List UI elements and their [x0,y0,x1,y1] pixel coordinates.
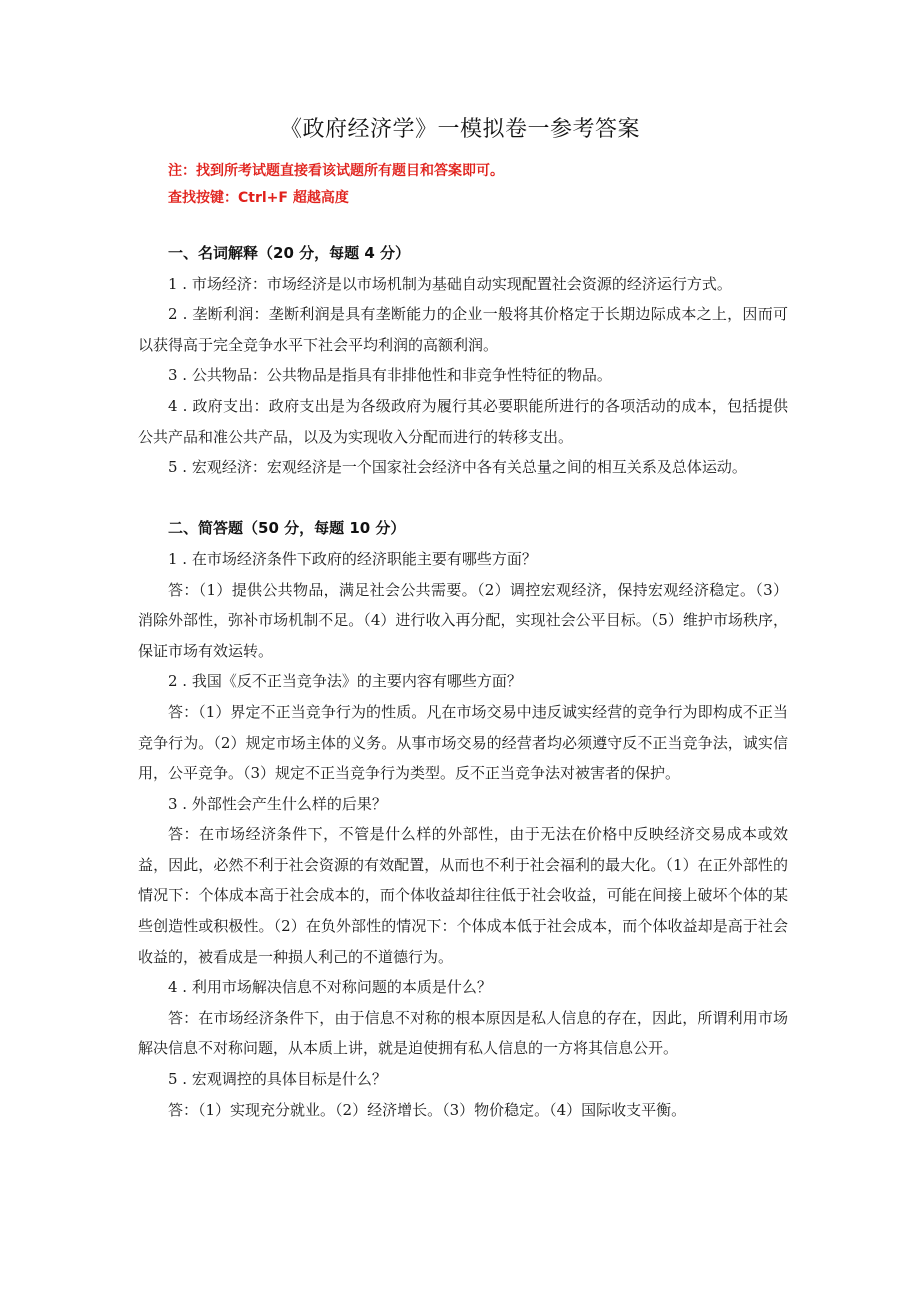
document-body [138,238,788,1125]
answer: 答：（1）实现充分就业。（2）经济增长。（3）物价稳定。（4）国际收支平衡。 [168,1100,687,1119]
section-heading: 二、简答题（50 分，每题 10 分） [168,519,406,538]
page-title: 《政府经济学》一模拟卷一参考答案 [279,117,640,142]
term-definition: 4 . 政府支出：政府支出是为各级政府为履行其必要职能所进行的各项活动的成本，包括提供公共产品和准公共产品，以及为实现收入分配而进行的转移支出。 [138,396,788,446]
question: 2 . 我国《反不正当竞争法》的主要内容有哪些方面？ [168,672,522,691]
term-definition: 2 . 垄断利润：垄断利润是具有垄断能力的企业一般将其价格定于长期边际成本之上，因而可以获得高于完全竞争水平下社会平均利润的高额利润。 [138,305,788,354]
answer: 答：（1）提供公共物品，满足社会公共需要。（2）调控宏观经济，保持宏观经济稳定。（3）消除外部性，弥补市场机制不足。（4）进行收入再分配，实现社会公平目标。（5）维护市场秩序，保证市场有效运转。 [138,580,788,660]
section-spacer [138,483,788,514]
section-heading: 一、名词解释（20 分，每题 4 分） [168,244,410,262]
question: 3 . 外部性会产生什么样的后果？ [168,794,387,813]
section-short-answers [138,513,788,1125]
question: 1 . 在市场经济条件下政府的经济职能主要有哪些方面？ [168,549,537,568]
answer: 答：（1）界定不正当竞争行为的性质。凡在市场交易中违反诚实经营的竞争行为即构成不正当竞争行为。（2）规定市场主体的义务。从事市场交易的经营者均必须遵守反不正当竞争法，诚实信用，公平竞争。（3）规定不正当竞争行为类型。反不正当竞争法对被害者的保护。 [138,702,788,783]
section-term-definitions [138,238,788,483]
question: 4 . 利用市场解决信息不对称问题的本质是什么？ [168,978,492,997]
question: 5 . 宏观调控的具体目标是什么？ [168,1070,387,1089]
search-note: 注：找到所考试题直接看该试题所有题目和答案即可。 [168,163,504,179]
shortcut-note: 查找按键：Ctrl+F 超越高度 [168,190,349,206]
term-definition: 5 . 宏观经济：宏观经济是一个国家社会经济中各有关总量之间的相互关系及总体运动。 [168,458,747,477]
term-definition: 3 . 公共物品：公共物品是指具有非排他性和非竞争性特征的物品。 [168,366,612,385]
term-definition: 1 . 市场经济：市场经济是以市场机制为基础自动实现配置社会资源的经济运行方式。 [168,274,732,293]
answer: 答：在市场经济条件下，由于信息不对称的根本原因是私人信息的存在，因此，所谓利用市场解决信息不对称问题，从本质上讲，就是迫使拥有私人信息的一方将其信息公开。 [138,1008,788,1058]
answer: 答：在市场经济条件下，不管是什么样的外部性，由于无法在价格中反映经济交易成本或效益，因此，必然不利于社会资源的有效配置，从而也不利于社会福利的最大化。（1）在正外部性的情况下：个体成本高于社会成本的，而个体收益却往往低于社会收益，可能在间接上破坏个体的某些创造性或积极性。（2）在负外部性的情况下：个体成本低于社会成本，而个体收益却是高于社会收益的，被看成是一种损人利己的不道德行为。 [138,825,788,966]
